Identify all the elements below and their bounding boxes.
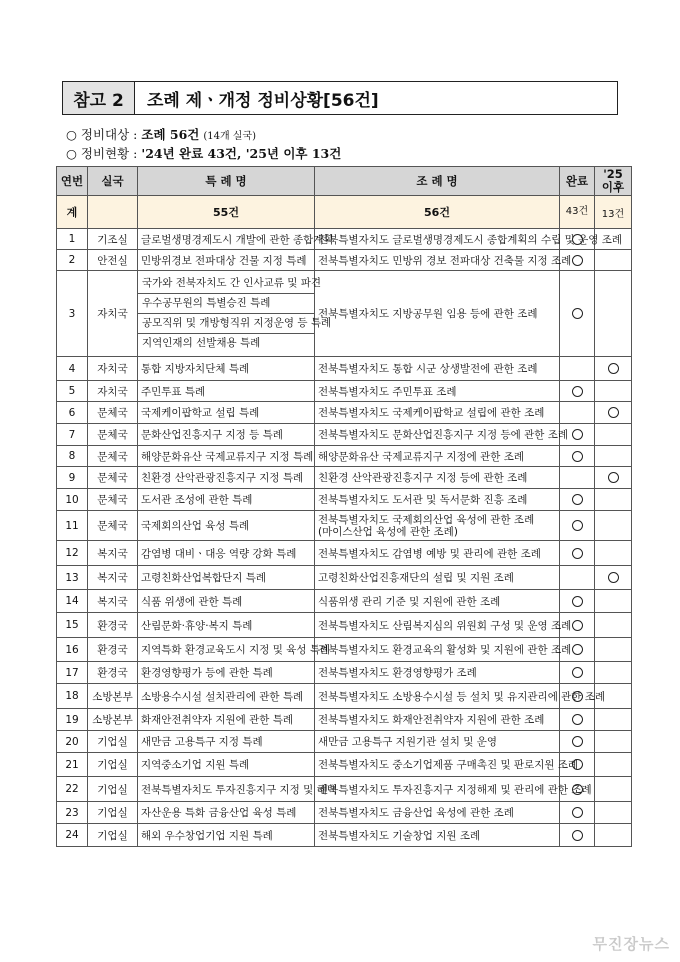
row-tokrye: 지역특화 환경교육도시 지정 및 육성 특례	[138, 638, 315, 662]
row-done	[560, 357, 595, 381]
table-row	[57, 753, 632, 777]
table-row	[57, 467, 632, 489]
circle-icon	[572, 520, 583, 531]
row-after	[595, 489, 632, 511]
row-done	[560, 731, 595, 753]
circle-icon	[572, 784, 583, 795]
row-dept: 안전실	[88, 250, 138, 271]
row-dept: 문체국	[88, 446, 138, 467]
row-no: 5	[57, 381, 88, 402]
row-jorye: 전북특별자치도 기술창업 지원 조례	[315, 824, 560, 847]
tokrye-item: 국가와 전북자치도 간 인사교류 및 파견	[142, 277, 321, 289]
summary-value: '24년 완료 43건, '25년 이후 13건	[141, 146, 342, 161]
row-tokrye: 해양문화유산 국제교류지구 지정 특례	[138, 446, 315, 467]
row-dept: 기업실	[88, 753, 138, 777]
row-jorye: 전북특별자치도 주민투표 조례	[315, 381, 560, 402]
row-tokrye: 국제케이팝학교 설립 특례	[138, 402, 315, 424]
summary-line-status	[66, 144, 341, 162]
row-after	[595, 566, 632, 590]
table-row	[57, 709, 632, 731]
row-dept: 문체국	[88, 489, 138, 511]
row-jorye: 고령친화산업진흥재단의 설립 및 지원 조례	[315, 566, 560, 590]
row-dept: 기업실	[88, 731, 138, 753]
row-no: 4	[57, 357, 88, 381]
tokrye-item: 지역인재의 선발채용 특례	[138, 333, 314, 353]
row-tokrye: 도서관 조성에 관한 특례	[138, 489, 315, 511]
header-no: 연번	[57, 167, 88, 196]
row-dept: 소방본부	[88, 709, 138, 731]
row-tokrye: 국제회의산업 육성 특례	[138, 511, 315, 541]
row-dept: 기업실	[88, 802, 138, 824]
circle-icon	[572, 759, 583, 770]
row-dept: 환경국	[88, 662, 138, 684]
row-dept: 복지국	[88, 590, 138, 613]
row-after	[595, 357, 632, 381]
tokrye-item: 공모직위 및 개방형직위 지정운영 등 특례	[138, 313, 314, 333]
row-after	[595, 511, 632, 541]
circle-icon	[572, 596, 583, 607]
row-jorye: 전북특별자치도 소방용수시설 등 설치 및 유지관리에 관한 조례	[315, 684, 560, 709]
page-title: 조례 제ㆍ개정 정비상황[56건]	[147, 90, 379, 111]
row-no: 24	[57, 824, 88, 847]
row-after	[595, 802, 632, 824]
row-tokrye	[138, 271, 332, 357]
reference-tag: 참고 2	[63, 82, 135, 114]
row-jorye: 친환경 산악관광진흥지구 지정 등에 관한 조례	[315, 467, 560, 489]
title-box	[62, 81, 618, 115]
circle-icon	[608, 472, 619, 483]
row-no: 11	[57, 511, 88, 541]
row-after	[595, 731, 632, 753]
summary-value: 조례 56건	[141, 127, 200, 142]
row-done	[560, 590, 595, 613]
row-no: 8	[57, 446, 88, 467]
table-row	[57, 271, 632, 357]
row-tokrye: 새만금 고용특구 지정 특례	[138, 731, 315, 753]
row-done	[560, 541, 595, 566]
circle-icon	[572, 691, 583, 702]
jorye-alt-text: (마이스산업 육성에 관한 조례)	[318, 525, 458, 538]
row-after	[595, 446, 632, 467]
summary-line-target	[66, 125, 256, 143]
row-done	[560, 709, 595, 731]
row-no: 9	[57, 467, 88, 489]
circle-icon	[572, 620, 583, 631]
row-tokrye: 전북특별자치도 투자진흥지구 지정 및 혜택	[138, 777, 315, 802]
total-tokrye: 55건	[138, 196, 315, 229]
row-jorye: 새만금 고용특구 지원기관 설치 및 운영	[315, 731, 560, 753]
circle-icon	[572, 429, 583, 440]
circle-icon	[572, 255, 583, 266]
row-jorye: 전북특별자치도 도서관 및 독서문화 진흥 조례	[315, 489, 560, 511]
row-jorye: 전북특별자치도 환경영향평가 조례	[315, 662, 560, 684]
row-dept: 기조실	[88, 229, 138, 250]
row-no: 13	[57, 566, 88, 590]
row-no: 6	[57, 402, 88, 424]
table-row	[57, 489, 632, 511]
row-after	[595, 662, 632, 684]
summary-label: 정비대상 :	[80, 127, 142, 142]
row-no: 17	[57, 662, 88, 684]
header-done: 완료	[560, 167, 595, 196]
row-tokrye: 고령친화산업복합단지 특례	[138, 566, 315, 590]
row-after	[595, 541, 632, 566]
ordinance-table	[56, 166, 632, 847]
row-jorye: 전북특별자치도 민방위 경보 전파대상 건축물 지정 조례	[315, 250, 560, 271]
table-row	[57, 662, 632, 684]
row-tokrye: 환경영향평가 등에 관한 특례	[138, 662, 315, 684]
tokrye-item: 우수공무원의 특별승진 특례	[138, 293, 314, 313]
row-after	[595, 381, 632, 402]
row-after	[595, 467, 632, 489]
row-jorye: 전북특별자치도 산림복지심의 위원회 구성 및 운영 조례	[315, 613, 560, 638]
row-no: 22	[57, 777, 88, 802]
row-jorye: 전북특별자치도 화재안전취약자 지원에 관한 조례	[315, 709, 560, 731]
row-after	[595, 424, 632, 446]
summary-note: (14개 실국)	[203, 131, 257, 142]
row-tokrye: 화재안전취약자 지원에 관한 특례	[138, 709, 315, 731]
row-after	[595, 402, 632, 424]
row-tokrye: 통합 지방자치단체 특례	[138, 357, 315, 381]
row-dept: 문체국	[88, 511, 138, 541]
circle-icon	[572, 548, 583, 559]
row-dept: 문체국	[88, 424, 138, 446]
row-done	[560, 489, 595, 511]
table-row	[57, 590, 632, 613]
header-after: '25 이후	[595, 167, 632, 196]
row-done	[560, 271, 595, 357]
circle-icon	[572, 308, 583, 319]
header-jorye: 조 례 명	[315, 167, 560, 196]
row-jorye: 전북특별자치도 글로벌생명경제도시 종합계획의 수립 및 운영 조례	[315, 229, 560, 250]
row-no: 18	[57, 684, 88, 709]
row-done	[560, 402, 595, 424]
circle-icon	[572, 714, 583, 725]
row-after	[595, 638, 632, 662]
row-dept: 기업실	[88, 777, 138, 802]
table-row	[57, 613, 632, 638]
total-after: 13건	[595, 196, 632, 229]
circle-icon	[572, 234, 583, 245]
row-done	[560, 566, 595, 590]
row-tokrye: 민방위경보 전파대상 건물 지정 특례	[138, 250, 315, 271]
watermark-logo: 무진장뉴스	[592, 935, 670, 953]
row-tokrye: 지역중소기업 지원 특례	[138, 753, 315, 777]
row-dept: 환경국	[88, 613, 138, 638]
row-no: 21	[57, 753, 88, 777]
header-dept: 실국	[88, 167, 138, 196]
row-after	[595, 613, 632, 638]
table-row	[57, 541, 632, 566]
row-dept: 복지국	[88, 541, 138, 566]
row-no: 16	[57, 638, 88, 662]
circle-icon	[572, 494, 583, 505]
bullet-icon: ○	[66, 127, 77, 142]
row-no: 15	[57, 613, 88, 638]
total-jorye: 56건	[315, 196, 560, 229]
table-row	[57, 777, 632, 802]
row-jorye	[315, 511, 560, 541]
circle-icon	[572, 667, 583, 678]
table-row	[57, 566, 632, 590]
row-tokrye: 문화산업진흥지구 지정 등 특례	[138, 424, 315, 446]
row-done	[560, 381, 595, 402]
total-label: 계	[57, 196, 88, 229]
row-done	[560, 662, 595, 684]
table-row	[57, 402, 632, 424]
circle-icon	[572, 830, 583, 841]
circle-icon	[572, 807, 583, 818]
row-dept: 복지국	[88, 566, 138, 590]
total-row	[57, 196, 632, 229]
row-tokrye: 주민투표 특례	[138, 381, 315, 402]
jorye-text: 전북특별자치도 국제회의산업 육성에 관한 조례	[318, 513, 535, 526]
row-dept: 기업실	[88, 824, 138, 847]
row-dept: 자치국	[88, 271, 138, 357]
row-jorye: 전북특별자치도 통합 시군 상생발전에 관한 조례	[315, 357, 560, 381]
row-after	[595, 590, 632, 613]
summary-label: 정비현황 :	[80, 146, 142, 161]
row-no: 7	[57, 424, 88, 446]
row-dept: 자치국	[88, 381, 138, 402]
row-done	[560, 802, 595, 824]
row-tokrye: 친환경 산악관광진흥지구 지정 특례	[138, 467, 315, 489]
row-no: 20	[57, 731, 88, 753]
table-header-row	[57, 167, 632, 196]
row-tokrye: 식품 위생에 관한 특례	[138, 590, 315, 613]
row-done	[560, 446, 595, 467]
row-tokrye: 글로벌생명경제도시 개발에 관한 종합계획	[138, 229, 315, 250]
table-row	[57, 684, 632, 709]
table-row	[57, 381, 632, 402]
row-after	[595, 709, 632, 731]
circle-icon	[608, 407, 619, 418]
row-jorye: 전북특별자치도 지방공무원 임용 등에 관한 조례	[315, 271, 560, 357]
row-after	[595, 271, 632, 357]
row-tokrye: 소방용수시설 설치관리에 관한 특례	[138, 684, 315, 709]
table-row	[57, 446, 632, 467]
row-jorye: 해양문화유산 국제교류지구 지정에 관한 조례	[315, 446, 560, 467]
row-done	[560, 467, 595, 489]
row-jorye: 전북특별자치도 금융산업 육성에 관한 조례	[315, 802, 560, 824]
row-jorye: 식품위생 관리 기준 및 지원에 관한 조례	[315, 590, 560, 613]
row-jorye: 전북특별자치도 투자진흥지구 지정해제 및 관리에 관한 조례	[315, 777, 560, 802]
row-no: 1	[57, 229, 88, 250]
row-dept: 소방본부	[88, 684, 138, 709]
total-done: 43건	[560, 196, 595, 229]
row-no: 3	[57, 271, 88, 357]
row-done	[560, 824, 595, 847]
table-row	[57, 250, 632, 271]
row-jorye: 전북특별자치도 국제케이팝학교 설립에 관한 조례	[315, 402, 560, 424]
row-dept: 환경국	[88, 638, 138, 662]
row-jorye: 전북특별자치도 감염병 예방 및 관리에 관한 조례	[315, 541, 560, 566]
row-tokrye: 감염병 대비ㆍ대응 역량 강화 특례	[138, 541, 315, 566]
circle-icon	[572, 736, 583, 747]
circle-icon	[572, 644, 583, 655]
row-after	[595, 824, 632, 847]
row-tokrye: 산림문화·휴양·복지 특례	[138, 613, 315, 638]
circle-icon	[572, 451, 583, 462]
row-jorye: 전북특별자치도 문화산업진흥지구 지정 등에 관한 조례	[315, 424, 560, 446]
row-tokrye: 해외 우수창업기업 지원 특례	[138, 824, 315, 847]
circle-icon	[608, 363, 619, 374]
row-jorye: 전북특별자치도 환경교육의 활성화 및 지원에 관한 조례	[315, 638, 560, 662]
row-done	[560, 511, 595, 541]
table-row	[57, 424, 632, 446]
table-row	[57, 802, 632, 824]
table-row	[57, 229, 632, 250]
circle-icon	[608, 572, 619, 583]
row-no: 23	[57, 802, 88, 824]
table-row	[57, 824, 632, 847]
row-no: 19	[57, 709, 88, 731]
circle-icon	[572, 386, 583, 397]
row-dept: 문체국	[88, 402, 138, 424]
table-row	[57, 357, 632, 381]
row-no: 2	[57, 250, 88, 271]
row-tokrye: 자산운용 특화 금융산업 육성 특례	[138, 802, 315, 824]
total-dept	[88, 196, 138, 229]
bullet-icon: ○	[66, 146, 77, 161]
table-row	[57, 638, 632, 662]
table-row	[57, 511, 632, 541]
row-no: 10	[57, 489, 88, 511]
row-after	[595, 753, 632, 777]
row-dept: 자치국	[88, 357, 138, 381]
table-row	[57, 731, 632, 753]
row-after	[595, 777, 632, 802]
row-jorye: 전북특별자치도 중소기업제품 구매촉진 및 판로지원 조례	[315, 753, 560, 777]
header-tokrye: 특 례 명	[138, 167, 315, 196]
row-no: 14	[57, 590, 88, 613]
row-dept: 문체국	[88, 467, 138, 489]
row-after	[595, 250, 632, 271]
row-no: 12	[57, 541, 88, 566]
